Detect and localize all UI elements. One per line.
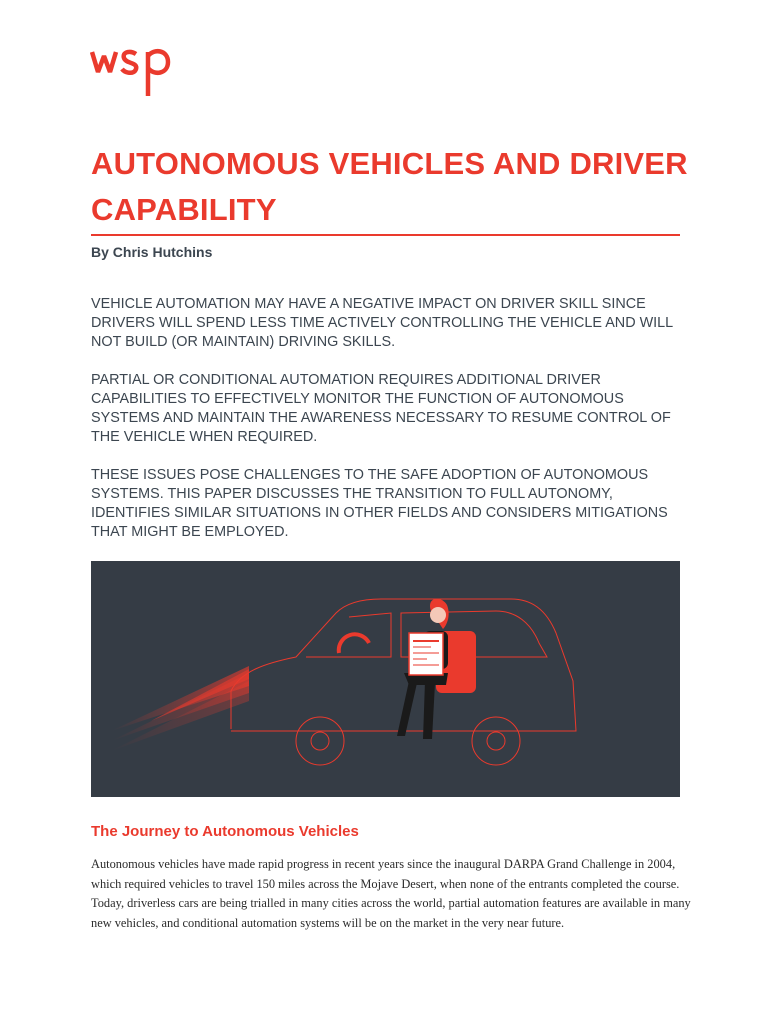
- section-heading: The Journey to Autonomous Vehicles: [91, 823, 359, 840]
- headlight-beams: [111, 666, 249, 751]
- title-divider: [91, 234, 680, 236]
- document-title: AUTONOMOUS VEHICLES AND DRIVER CAPABILITY: [91, 146, 688, 227]
- car-outline: [231, 599, 576, 765]
- car-reader-illustration: [91, 561, 680, 797]
- steering-wheel: [339, 634, 369, 653]
- intro-paragraph-2: PARTIAL OR CONDITIONAL AUTOMATION REQUIRES ADDITIONAL DRIVER CAPABILITIES TO EFFECTIVELY MONITOR THE FUNCTION OF AUTONOMOUS SYSTEMS AND MAINTAIN THE AWARENESS NECESSARY TO RESUME CONTROL OF THE VEHICLE WHEN REQUIRED.: [91, 372, 671, 445]
- author-byline: By Chris Hutchins: [91, 244, 213, 260]
- reading-person: [397, 599, 449, 739]
- wsp-logo-mark: [90, 42, 190, 98]
- intro-paragraph-3: THESE ISSUES POSE CHALLENGES TO THE SAFE ADOPTION OF AUTONOMOUS SYSTEMS. THIS PAPER DISCUSSES THE TRANSITION TO FULL AUTONOMY, IDENTIFIES SIMILAR SITUATIONS IN OTHER FIELDS AND CONSIDERS MITIGATIONS THAT MIGHT BE EMPLOYED.: [91, 467, 668, 540]
- wsp-logo: [90, 42, 190, 98]
- section-body: Autonomous vehicles have made rapid progress in recent years since the inaugural DARPA Grand Challenge in 2004, which required vehicles to travel 150 miles across the Mojave Desert, when none of the entrants completed the course. Today, driverless cars are being trialled in many cities across the world, partial automation features are available in many new vehicles, and conditional automation systems will be on the market in the very near future.: [91, 857, 691, 930]
- intro-paragraph-1: VEHICLE AUTOMATION MAY HAVE A NEGATIVE IMPACT ON DRIVER SKILL SINCE DRIVERS WILL SPEND LESS TIME ACTIVELY CONTROLLING THE VEHICLE AND WILL NOT BUILD (OR MAINTAIN) DRIVING SKILLS.: [91, 296, 673, 350]
- hero-illustration: [91, 561, 680, 797]
